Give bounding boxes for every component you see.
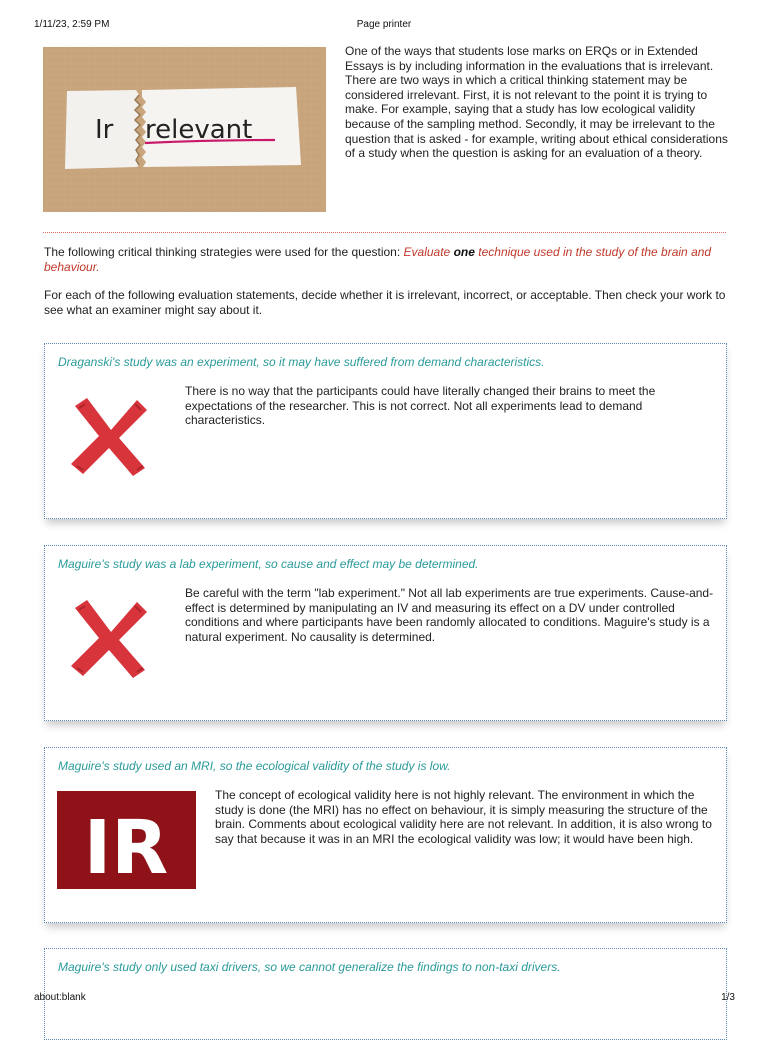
question-lead: The following critical thinking strategies were used for the question: xyxy=(44,245,404,259)
irrelevant-hero-image xyxy=(43,47,326,212)
question-text-a: Evaluate xyxy=(403,245,454,259)
question-text-b: technique used in the study of the brain and behaviour. xyxy=(44,245,712,274)
x-mark-icon xyxy=(65,594,153,682)
evaluation-feedback: There is no way that the participants could have literally changed their brains to meet the expectations of the researcher. This is not correct. Not all experiments lead to demand characteristics. xyxy=(185,384,656,427)
ir-badge-icon xyxy=(57,791,196,889)
section-divider xyxy=(43,232,726,233)
print-page-title: Page printer xyxy=(356,19,412,30)
print-datetime: 1/11/23, 2:59 PM xyxy=(34,19,110,30)
hero-text-ir: Ir xyxy=(95,115,114,145)
question-text-bold: one xyxy=(453,245,475,259)
print-page-number: 1/3 xyxy=(721,992,735,1003)
evaluation-card xyxy=(44,747,727,923)
evaluation-feedback: Be careful with the term "lab experiment." Not all lab experiments are true experiments. Cause-and-effect is determined by manipulating an IV and measuring its effect on a DV under controlled conditions and where participants have been randomly allocated to conditions. Maguire's study is a natural experiment. No causality is determined. xyxy=(185,586,714,644)
question-line xyxy=(44,245,734,275)
evaluation-card xyxy=(44,343,727,519)
evaluation-statement: Maguire's study used an MRI, so the ecological validity of the study is low. xyxy=(58,759,451,773)
evaluation-card xyxy=(44,545,727,721)
instructions: For each of the following evaluation statements, decide whether it is irrelevant, incorrect, or acceptable. Then check your work to see what an examiner might say about it. xyxy=(44,288,726,317)
evaluation-statement: Maguire's study was a lab experiment, so cause and effect may be determined. xyxy=(58,557,479,571)
ir-badge-text: IR xyxy=(83,805,169,889)
evaluation-card xyxy=(44,948,727,1040)
evaluation-statement: Draganski's study was an experiment, so it may have suffered from demand characteristics. xyxy=(58,355,545,369)
hero-text-relevant: relevant xyxy=(145,115,253,145)
evaluation-feedback: The concept of ecological validity here is not highly relevant. The environment in which the study is done (the MRI) has no effect on behaviour, it is simply measuring the structure of the brain. Comments about ecological validity here are not relevant. In addition, it is also wrong to say that because it was in an MRI the ecological validity was low; it would have been high. xyxy=(215,788,712,846)
x-mark-icon xyxy=(65,392,153,480)
print-url: about:blank xyxy=(34,992,86,1003)
intro-paragraph: One of the ways that students lose marks on ERQs or in Extended Essays is by including information in the evaluations that is irrelevant. There are two ways in which a critical thinking statement may be considered irrelevant. First, it is not relevant to the point it is trying to make. For example, saying that a study has low ecological validity because of the sampling method. Secondly, it may be irrelevant to the question that is asked - for example, writing about ethical considerations of a study when the question is asking for an evaluation of a theory. xyxy=(345,44,728,161)
evaluation-statement: Maguire's study only used taxi drivers, so we cannot generalize the findings to non-taxi drivers. xyxy=(58,960,561,974)
